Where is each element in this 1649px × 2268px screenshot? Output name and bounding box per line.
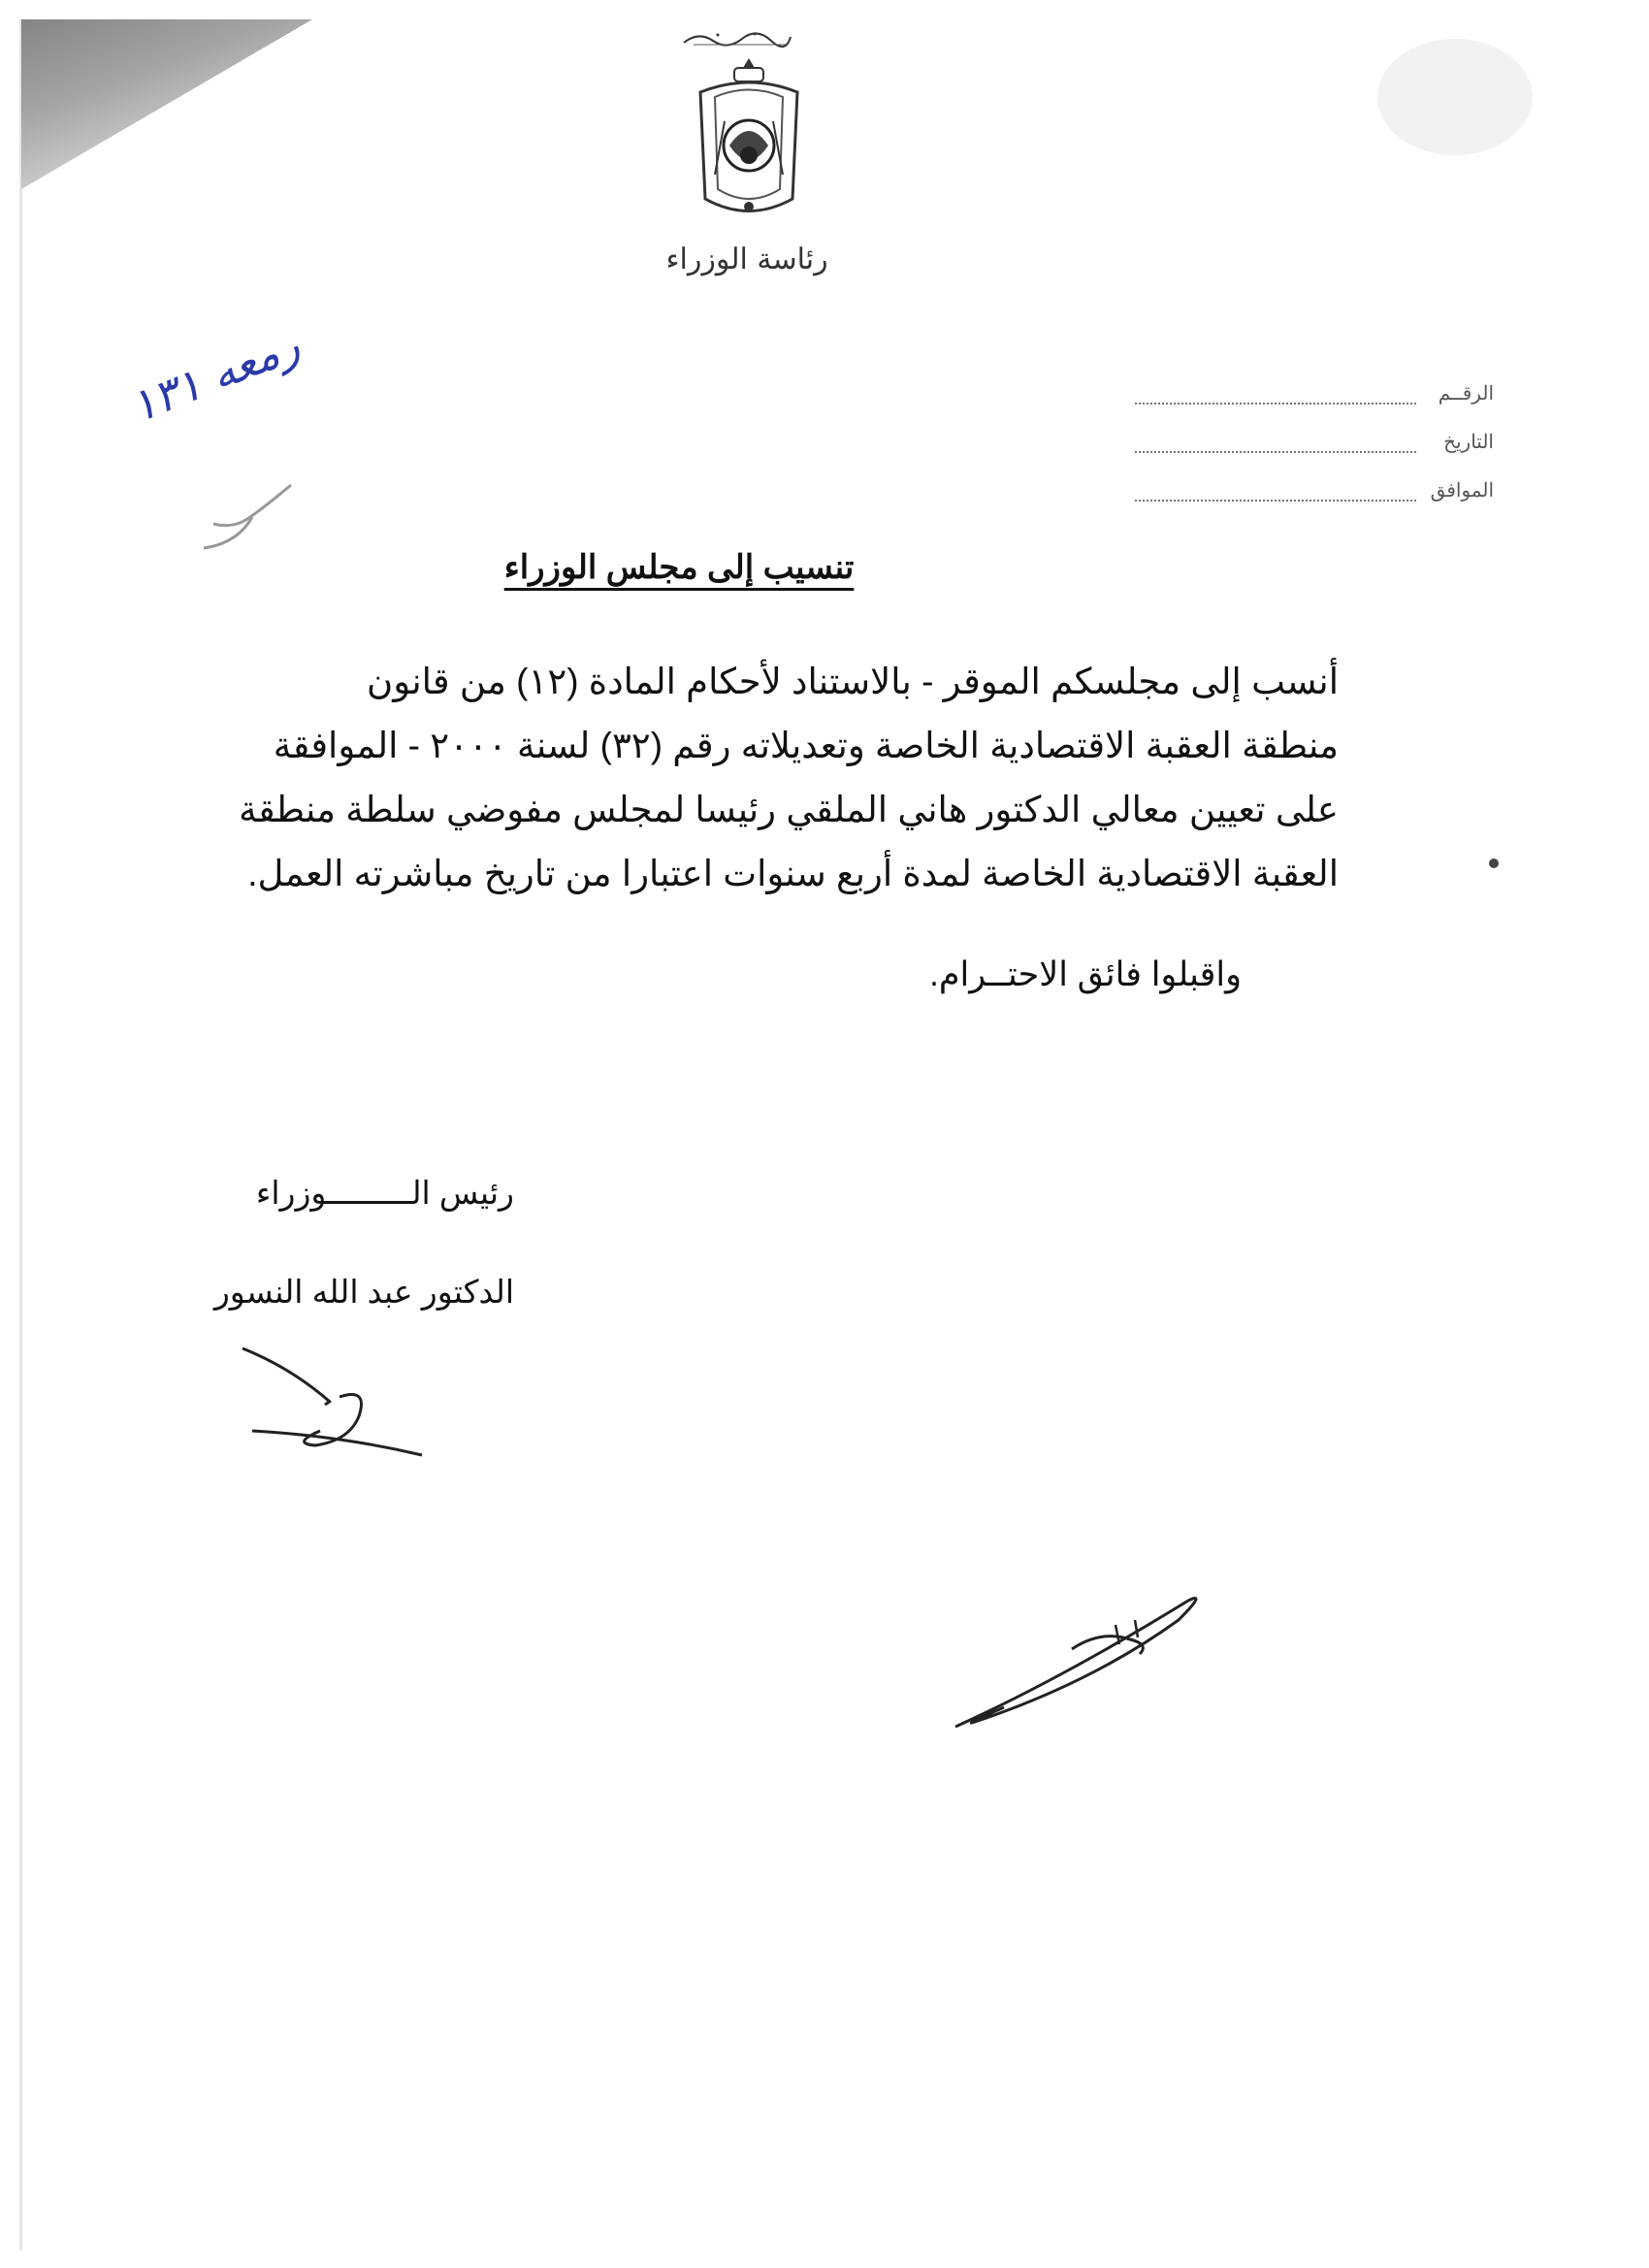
ref-number-label: الرقــم [1438, 382, 1494, 405]
ref-date-row [1135, 417, 1494, 466]
handwritten-note: رمعه ١٣١ [122, 317, 307, 434]
ref-date-label: التاريخ [1443, 431, 1494, 453]
signatory-name: الدكتور عبد الله النسور [213, 1274, 514, 1310]
scan-smudge [1377, 39, 1533, 155]
document-body [175, 650, 1339, 906]
body-line: العقبة الاقتصادية الخاصة لمدة أربع سنوات اعتبارا من تاريخ مباشرته العمل. [247, 854, 1339, 893]
office-name: رئاسة الوزراء [665, 243, 828, 276]
coat-of-arms-icon [691, 53, 807, 228]
ref-number-row [1135, 369, 1494, 417]
reference-block [1135, 369, 1494, 514]
secondary-signature [946, 1591, 1208, 1736]
ref-date-line [1135, 430, 1416, 453]
body-line: أنسب إلى مجلسكم الموقر - بالاستناد لأحكام المادة (١٢) من قانون [367, 662, 1339, 701]
signatory-title: رئيس الـــــــــوزراء [255, 1175, 514, 1211]
ref-corresponding-row [1135, 466, 1494, 514]
basmala-calligraphy [679, 27, 795, 50]
ref-corresponding-line [1135, 478, 1416, 502]
handwritten-scribble [194, 480, 301, 558]
ref-number-line [1135, 381, 1416, 405]
body-line: على تعيين معالي الدكتور هاني الملقي رئيسا لمجلس مفوضي سلطة منطقة [239, 790, 1339, 829]
document-title: تنسيب إلى مجلس الوزراء [503, 549, 855, 586]
closing-line: واقبلوا فائق الاحتــرام. [929, 956, 1242, 993]
prime-minister-signature [223, 1329, 436, 1474]
folded-corner-shadow [21, 19, 312, 189]
scan-edge [19, 19, 22, 2251]
bullet-dot [1489, 859, 1499, 868]
ref-corresponding-label: الموافق [1430, 479, 1494, 502]
body-line: منطقة العقبة الاقتصادية الخاصة وتعديلاته رقم (٣٢) لسنة ٢٠٠٠ - الموافقة [273, 726, 1339, 765]
